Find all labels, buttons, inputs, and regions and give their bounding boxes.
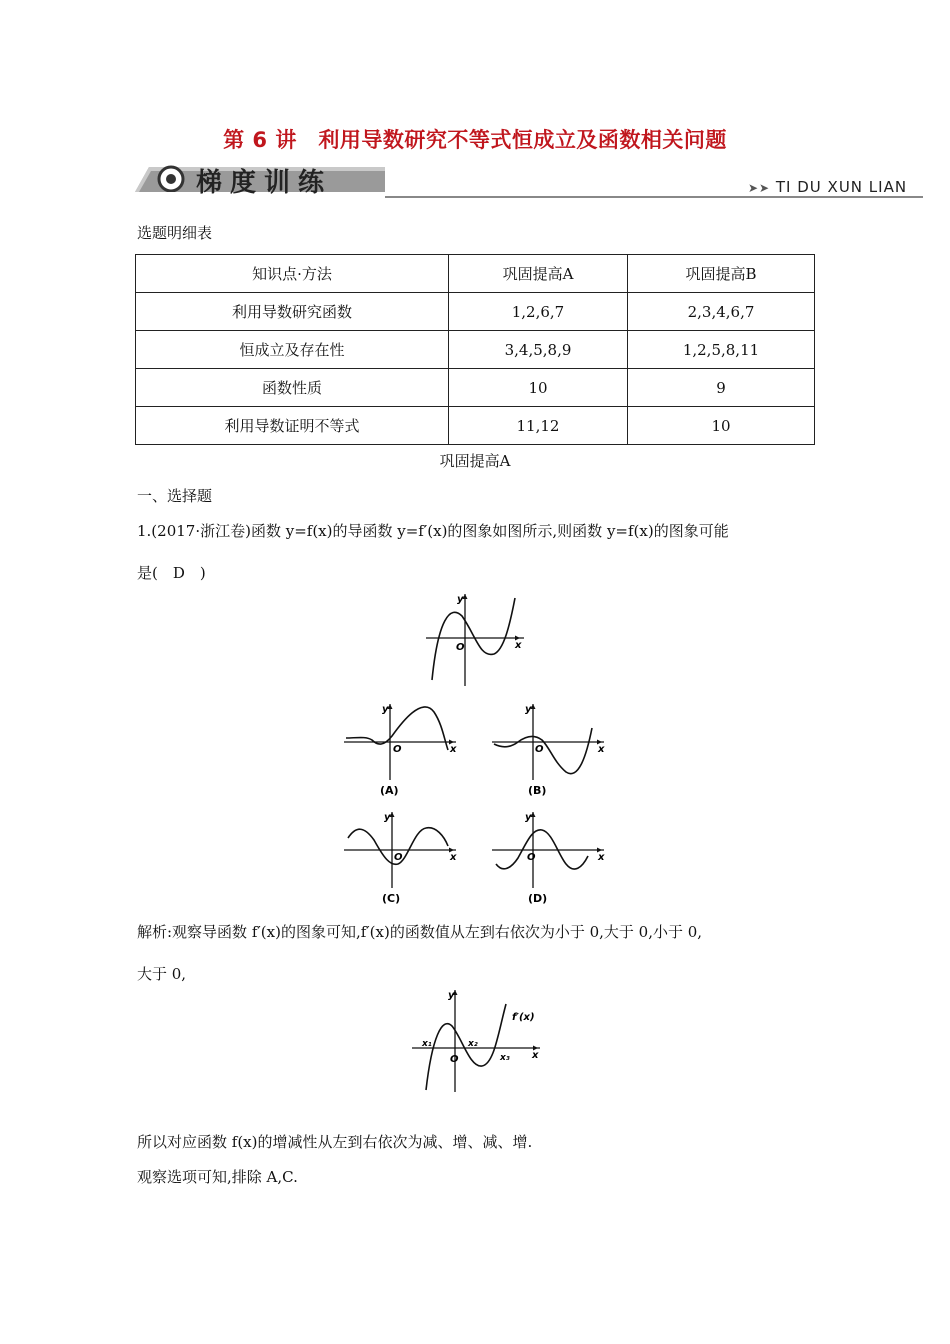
header-divider [385, 196, 923, 198]
x-axis-label: x [598, 852, 605, 863]
table-row [136, 331, 815, 369]
brand-title: 梯度训练 [196, 168, 333, 198]
option-label: (A) [380, 784, 399, 797]
y-axis-label: y [525, 812, 532, 823]
solution-line: 所以对应函数 f(x)的增减性从左到右依次为减、增、减、增. [137, 1133, 533, 1151]
table-cell: 3,4,5,8,9 [449, 331, 628, 369]
option-a-graph [340, 700, 460, 800]
option-d-graph [488, 808, 608, 908]
x-axis-label: x [450, 852, 457, 863]
table-row [136, 407, 815, 445]
table-cell: 利用导数研究函数 [136, 293, 449, 331]
origin-label: O [527, 852, 536, 863]
annotated-derivative-graph [408, 986, 548, 1096]
y-axis-label: y [457, 594, 464, 605]
option-label: (B) [528, 784, 547, 797]
x-axis-label: x [450, 744, 457, 755]
header-cell: 知识点·方法 [136, 255, 449, 293]
table-cell: 11,12 [449, 407, 628, 445]
solution-line: 解析:观察导函数 f′(x)的图象可知,f′(x)的函数值从左到右依次为小于 0,大于 0,小于 0, [137, 923, 703, 941]
x-axis-label: x [515, 640, 522, 651]
option-label: (C) [382, 892, 401, 905]
x-axis-label: x [532, 1050, 539, 1061]
x2-label: x₂ [468, 1039, 478, 1049]
x-axis-label: x [598, 744, 605, 755]
part-heading: 一、选择题 [137, 487, 213, 505]
lecture-title: 第 6 讲 利用导数研究不等式恒成立及函数相关问题 [223, 128, 727, 152]
solution-line: 大于 0, [137, 965, 187, 983]
option-label: (D) [528, 892, 548, 905]
x1-label: x₁ [422, 1039, 432, 1049]
origin-label: O [394, 852, 403, 863]
origin-label: O [450, 1054, 459, 1065]
double-chevron-icon: ➤➤ [748, 181, 771, 195]
y-axis-label: y [525, 704, 532, 715]
table-cell: 恒成立及存在性 [136, 331, 449, 369]
question-line: 1.(2017·浙江卷)函数 y=f(x)的导函数 y=f′(x)的图象如图所示,则函数 y=f(x)的图象可能 [137, 522, 729, 540]
header-cell: 巩固提高A [449, 255, 628, 293]
y-axis-label: y [448, 990, 455, 1001]
table-header-row [136, 255, 815, 293]
topic-table [135, 254, 815, 445]
table-row [136, 293, 815, 331]
header-cell: 巩固提高B [628, 255, 815, 293]
option-b-graph [488, 700, 608, 800]
section-title: 巩固提高A [439, 452, 511, 470]
table-cell: 1,2,6,7 [449, 293, 628, 331]
solution-line: 观察选项可知,排除 A,C. [137, 1168, 298, 1186]
table-cell: 9 [628, 369, 815, 407]
origin-label: O [535, 744, 544, 755]
table-row [136, 369, 815, 407]
option-c-graph [340, 808, 460, 908]
y-axis-label: y [384, 812, 391, 823]
y-axis-label: y [382, 704, 389, 715]
question-line: 是( D ) [137, 564, 206, 582]
brand-subtitle: ➤➤ TI DU XUN LIAN [748, 178, 908, 196]
table-cell: 10 [628, 407, 815, 445]
origin-label: O [456, 642, 465, 653]
table-cell: 2,3,4,6,7 [628, 293, 815, 331]
f-prime-label: f′(x) [512, 1012, 535, 1023]
table-cell: 利用导数证明不等式 [136, 407, 449, 445]
table-cell: 函数性质 [136, 369, 449, 407]
origin-label: O [393, 744, 402, 755]
x3-label: x₃ [500, 1053, 510, 1063]
table-cell: 10 [449, 369, 628, 407]
table-cell: 1,2,5,8,11 [628, 331, 815, 369]
derivative-graph [420, 590, 530, 690]
table-caption: 选题明细表 [137, 224, 213, 242]
